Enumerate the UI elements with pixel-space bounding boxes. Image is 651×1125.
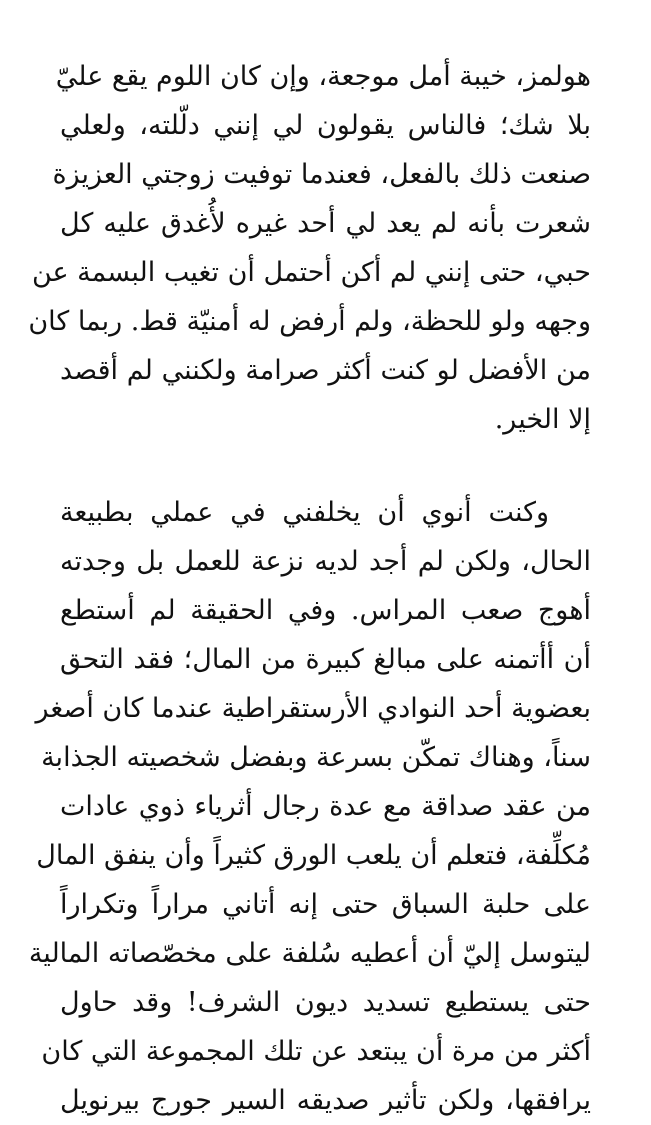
text-line: أهوج صعب المراس. وفي الحقيقة لم أستطع [60, 595, 591, 626]
text-line: من عقد صداقة مع عدة رجال أثرياء ذوي عادات [60, 791, 591, 822]
text-line: أكثر من مرة أن يبتعد عن تلك المجموعة التي كان [41, 1036, 591, 1067]
text-line: سناً، وهناك تمكّن بسرعة وبفضل شخصيته الجذابة [41, 742, 591, 773]
text-line: هولمز، خيبة أمل موجعة، وإن كان اللوم يقع عليّ [55, 61, 591, 92]
text-line: بعضوية أحد النوادي الأرستقراطية عندما كان أصغر [35, 693, 591, 724]
text-line: وجهه ولو للحظة، ولم أرفض له أمنيّة قط. ربما كان [28, 306, 591, 337]
text-line: أن أأتمنه على مبالغ كبيرة من المال؛ فقد التحق [60, 644, 591, 675]
text-line: ليتوسل إليّ أن أعطيه سُلفة على مخصّصاته المالية [28, 938, 591, 969]
text-line: صنعت ذلك بالفعل، فعندما توفيت زوجتي العزيزة [52, 159, 591, 190]
text-line: الحال، ولكن لم أجد لديه نزعة للعمل بل وجدته [60, 546, 591, 577]
text-line: مُكلِّفة، فتعلم أن يلعب الورق كثيراً وأن ينفق المال [36, 840, 591, 871]
paragraph-2 [28, 488, 591, 1125]
text-line: بلا شك؛ فالناس يقولون لي إنني دلّلته، ولعلي [60, 110, 591, 141]
text-line: حتى يستطيع تسديد ديون الشرف! وقد حاول [60, 987, 591, 1018]
text-line: شعرت بأنه لم يعد لي أحد غيره لأُغدق عليه كل [60, 208, 591, 239]
text-line: من الأفضل لو كنت أكثر صرامة ولكنني لم أقصد [60, 355, 591, 386]
text-line: على حلبة السباق حتى إنه أتاني مراراً وتكراراً [60, 889, 591, 920]
text-line: حبي، حتى إنني لم أكن أحتمل أن تغيب البسمة عن [31, 257, 591, 288]
paragraph-spacer [60, 444, 591, 488]
text-line: وكنت أنوي أن يخلفني في عملي بطبيعة [60, 497, 549, 528]
paragraph-1 [28, 52, 591, 444]
text-line: يرافقها، ولكن تأثير صديقه السير جورج بيرنويل [60, 1085, 591, 1116]
text-line: إلا الخير. [494, 404, 591, 435]
